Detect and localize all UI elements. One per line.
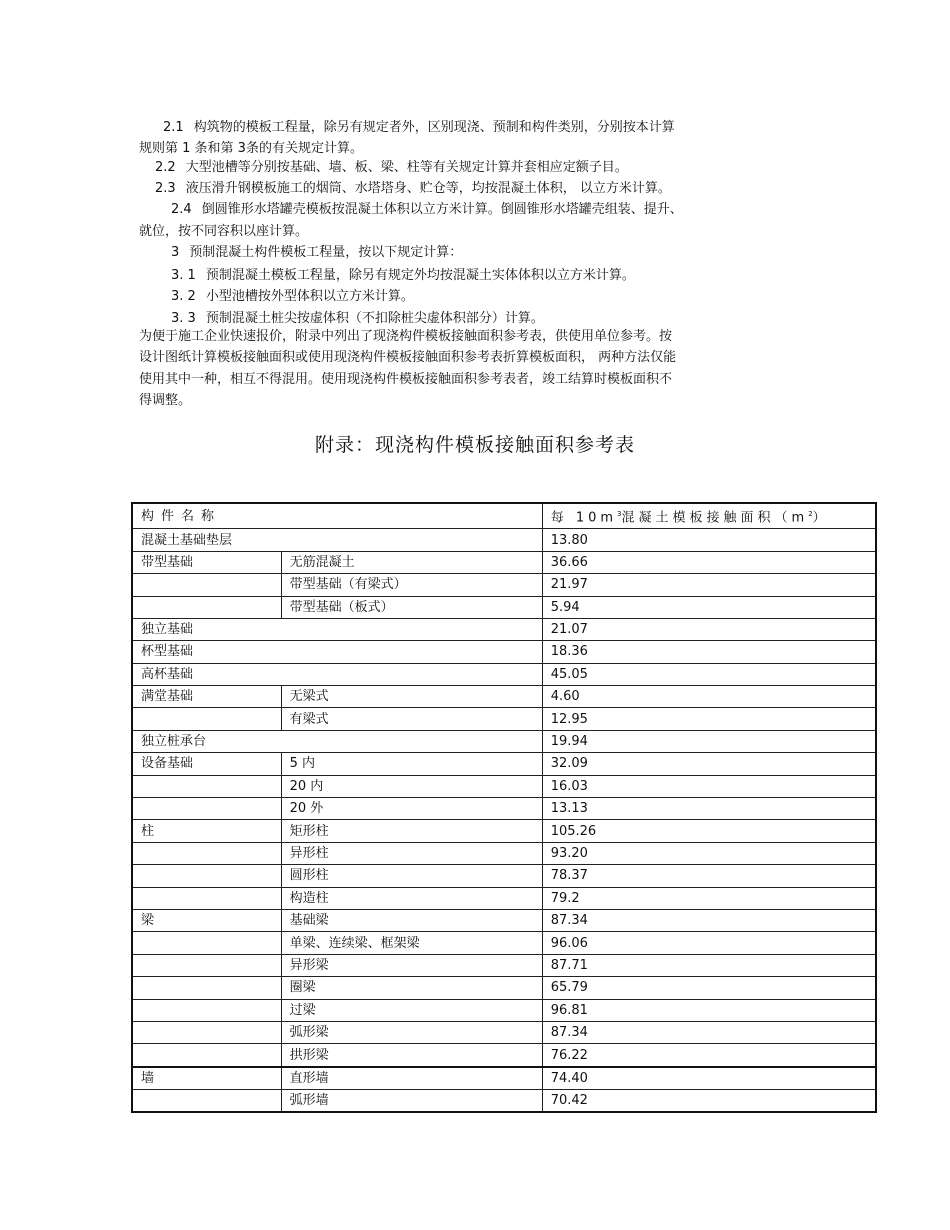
component-category <box>132 574 281 596</box>
component-subtype: 单梁、连续梁、框架梁 <box>281 932 542 954</box>
paragraph-text: 预制混凝土模板工程量，除另有规定外均按混凝土实体体积以立方米计算。 <box>205 268 635 283</box>
component-subtype: 圈梁 <box>281 977 542 999</box>
table-row <box>132 753 876 775</box>
contact-area-value: 19.94 <box>542 730 876 752</box>
clause-number: 3. 3 <box>171 311 196 326</box>
table-row <box>132 887 876 909</box>
component-category <box>132 1044 281 1067</box>
component-category <box>132 977 281 999</box>
contact-area-value: 87.34 <box>542 1021 876 1043</box>
component-category: 杯型基础 <box>132 641 542 663</box>
component-subtype: 构造柱 <box>281 887 542 909</box>
component-subtype: 拱形梁 <box>281 1044 542 1067</box>
paragraph-line <box>139 265 781 287</box>
component-category <box>132 775 281 797</box>
paragraph-line <box>139 242 781 264</box>
clause-number: 3. 1 <box>171 268 196 283</box>
table-row <box>132 1067 876 1090</box>
clause-number: 2.1 <box>163 120 184 135</box>
component-subtype: 20 内 <box>281 775 542 797</box>
contact-area-value: 45.05 <box>542 663 876 685</box>
paragraph-line <box>139 157 765 179</box>
component-category <box>132 865 281 887</box>
clause-number: 2.2 <box>155 160 176 175</box>
contact-area-value: 21.07 <box>542 618 876 640</box>
contact-area-value: 13.13 <box>542 798 876 820</box>
table-row <box>132 865 876 887</box>
table-row <box>132 618 876 640</box>
contact-area-value: 4.60 <box>542 686 876 708</box>
paragraph-text: 为便于施工企业快速报价，附录中列出了现浇构件模板接触面积参考表，供使用单位参考。按 <box>139 329 673 344</box>
contact-area-value: 87.71 <box>542 954 876 976</box>
contact-area-value: 32.09 <box>542 753 876 775</box>
contact-area-value: 13.80 <box>542 529 876 551</box>
component-category <box>132 1021 281 1043</box>
contact-area-value: 12.95 <box>542 708 876 730</box>
table-row <box>132 641 876 663</box>
contact-area-value: 16.03 <box>542 775 876 797</box>
paragraph-line <box>139 221 749 243</box>
component-subtype: 有梁式 <box>281 708 542 730</box>
paragraph-line <box>139 199 781 221</box>
component-category <box>132 842 281 864</box>
component-subtype: 无梁式 <box>281 686 542 708</box>
contact-area-value: 93.20 <box>542 842 876 864</box>
table-row <box>132 798 876 820</box>
contact-area-value: 79.2 <box>542 887 876 909</box>
contact-area-value: 65.79 <box>542 977 876 999</box>
paragraph-text: 构筑物的模板工程量，除另有规定者外，区别现浇、预制和构件类别，分别按本计算 <box>193 120 675 135</box>
component-category <box>132 1090 281 1113</box>
contact-area-value: 74.40 <box>542 1067 876 1090</box>
table-row <box>132 1021 876 1043</box>
contact-area-value: 76.22 <box>542 1044 876 1067</box>
component-subtype: 带型基础（有梁式） <box>281 574 542 596</box>
paragraph-text: 得调整。 <box>139 393 192 408</box>
component-subtype: 圆形柱 <box>281 865 542 887</box>
component-category: 设备基础 <box>132 753 281 775</box>
paragraph-line <box>139 347 749 369</box>
table-row <box>132 977 876 999</box>
component-subtype: 弧形梁 <box>281 1021 542 1043</box>
component-category: 满堂基础 <box>132 686 281 708</box>
component-category <box>132 932 281 954</box>
component-category: 混凝土基础垫层 <box>132 529 542 551</box>
paragraph-text: 使用其中一种，相互不得混用。使用现浇构件模板接触面积参考表者，竣工结算时模板面积不 <box>139 372 673 387</box>
component-subtype: 基础梁 <box>281 909 542 931</box>
contact-area-value: 21.97 <box>542 574 876 596</box>
component-category: 独立基础 <box>132 618 542 640</box>
table-row <box>132 730 876 752</box>
component-subtype: 异形柱 <box>281 842 542 864</box>
component-category <box>132 596 281 618</box>
clause-number: 2.4 <box>171 202 192 217</box>
paragraph-text: 预制混凝土桩尖按虚体积（不扣除桩尖虚体积部分）计算。 <box>205 311 544 326</box>
component-subtype: 5 内 <box>281 753 542 775</box>
paragraph-text: 倒圆锥形水塔罐壳模板按混凝土体积以立方米计算。倒圆锥形水塔罐壳组装、提升、 <box>201 202 683 217</box>
component-category: 墙 <box>132 1067 281 1090</box>
paragraph-line <box>139 117 773 139</box>
paragraph-text: 就位，按不同容积以座计算。 <box>139 224 309 239</box>
table-row <box>132 932 876 954</box>
table-row <box>132 820 876 842</box>
contact-area-value: 87.34 <box>542 909 876 931</box>
table-header-row <box>132 503 876 529</box>
paragraph-line <box>139 326 749 348</box>
component-subtype: 异形梁 <box>281 954 542 976</box>
table-row <box>132 663 876 685</box>
paragraph-line <box>139 369 749 391</box>
contact-area-value: 18.36 <box>542 641 876 663</box>
component-category: 梁 <box>132 909 281 931</box>
appendix-title: 附录：现浇构件模板接触面积参考表 <box>314 434 635 456</box>
contact-area-value: 70.42 <box>542 1090 876 1113</box>
component-category: 带型基础 <box>132 551 281 573</box>
paragraph-line <box>139 178 765 200</box>
table-row <box>132 842 876 864</box>
table-row <box>132 1044 876 1067</box>
component-subtype: 无筋混凝土 <box>281 551 542 573</box>
component-subtype: 弧形墙 <box>281 1090 542 1113</box>
contact-area-value: 36.66 <box>542 551 876 573</box>
table-row <box>132 954 876 976</box>
component-category <box>132 708 281 730</box>
component-category <box>132 954 281 976</box>
contact-area-value: 78.37 <box>542 865 876 887</box>
component-category <box>132 887 281 909</box>
component-category <box>132 798 281 820</box>
paragraph-text: 大型池槽等分别按基础、墙、板、梁、柱等有关规定计算并套相应定额子目。 <box>185 160 628 175</box>
component-subtype: 直形墙 <box>281 1067 542 1090</box>
component-category: 高杯基础 <box>132 663 542 685</box>
component-subtype: 20 外 <box>281 798 542 820</box>
contact-area-value: 96.06 <box>542 932 876 954</box>
paragraph-text: 预制混凝土构件模板工程量，按以下规定计算： <box>189 245 463 260</box>
table-row <box>132 529 876 551</box>
table-row <box>132 708 876 730</box>
component-subtype: 带型基础（板式） <box>281 596 542 618</box>
formwork-reference-table <box>131 502 877 1113</box>
clause-number: 3. 2 <box>171 289 196 304</box>
table-row <box>132 775 876 797</box>
component-category: 柱 <box>132 820 281 842</box>
paragraph-text: 设计图纸计算模板接触面积或使用现浇构件模板接触面积参考表折算模板面积， 两种方法仅能 <box>139 350 677 365</box>
paragraph-line <box>139 390 749 412</box>
table-row <box>132 551 876 573</box>
component-subtype: 过梁 <box>281 999 542 1021</box>
paragraph-text: 液压滑升钢模板施工的烟筒、水塔塔身、贮仓等，均按混凝土体积， 以立方米计算。 <box>185 181 671 196</box>
paragraph-text: 小型池槽按外型体积以立方米计算。 <box>205 289 414 304</box>
table-row <box>132 999 876 1021</box>
table-row <box>132 686 876 708</box>
paragraph-line <box>139 286 781 308</box>
contact-area-value: 96.81 <box>542 999 876 1021</box>
component-category <box>132 999 281 1021</box>
clause-number: 3 <box>171 245 180 260</box>
header-component-name: 构件名称 <box>132 503 542 529</box>
contact-area-value: 105.26 <box>542 820 876 842</box>
paragraph-text: 规则第 1 条和第 3条的有关规定计算。 <box>139 141 363 156</box>
table-row <box>132 1090 876 1113</box>
header-contact-area: 每 $10m^3$混凝土模板接触面积$(m^2)$ <box>542 503 876 529</box>
clause-number: 2.3 <box>155 181 176 196</box>
table-row <box>132 574 876 596</box>
contact-area-value: 5.94 <box>542 596 876 618</box>
table-row <box>132 909 876 931</box>
table-row <box>132 596 876 618</box>
component-category: 独立桩承台 <box>132 730 542 752</box>
component-subtype: 矩形柱 <box>281 820 542 842</box>
